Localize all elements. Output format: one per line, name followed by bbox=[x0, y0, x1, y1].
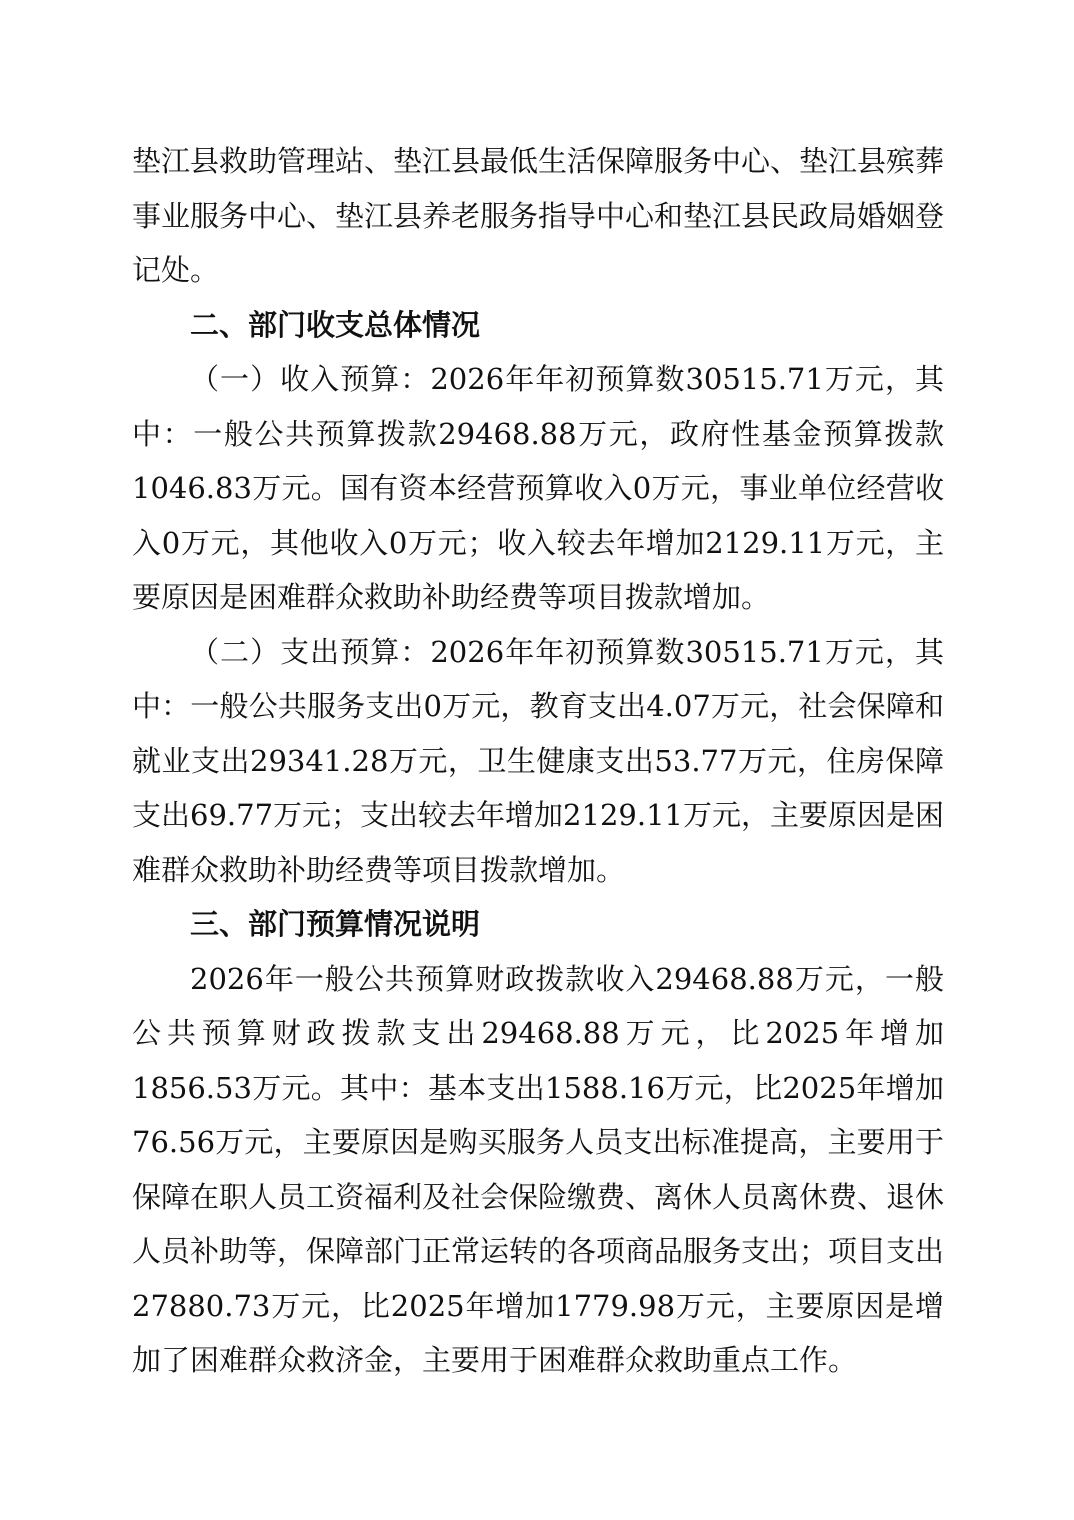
document-page bbox=[132, 134, 944, 1388]
section-heading-overall-income-expense: 二、部门收支总体情况 bbox=[190, 307, 481, 342]
paragraph-expense-budget: （二）支出预算：2026年年初预算数30515.71万元，其中：一般公共服务支出0万元，教育支出4.07万元，社会保障和就业支出29341.28万元，卫生健康支出53.77万元，住房保障支出69.77万元；支出较去年增加2129.11万元，主要原因是困难群众救助补助经费等项目拨款增加。 bbox=[132, 634, 944, 887]
paragraph-income-budget: （一）收入预算：2026年年初预算数30515.71万元，其中：一般公共预算拨款29468.88万元，政府性基金预算拨款1046.83万元。国有资本经营预算收入0万元，事业单位经营收入0万元，其他收入0万元；收入较去年增加2129.11万元，主要原因是困难群众救助补助经费等项目拨款增加。 bbox=[132, 362, 944, 614]
paragraph-budget-explanation: 2026年一般公共预算财政拨款收入29468.88万元，一般公共预算财政拨款支出29468.88万元，比2025年增加1856.53万元。其中：基本支出1588.16万元，比2025年增加76.56万元，主要原因是购买服务人员支出标准提高，主要用于保障在职人员工资福利及社会保险缴费、离休人员离休费、退休人员补助等，保障部门正常运转的各项商品服务支出；项目支出27880.73万元，比2025年增加1779.98万元，主要原因是增加了困难群众救济金，主要用于困难群众救助重点工作。 bbox=[132, 961, 945, 1377]
section-heading-budget-explanation: 三、部门预算情况说明 bbox=[190, 907, 481, 941]
paragraph-units-list: 垫江县救助管理站、垫江县最低生活保障服务中心、垫江县殡葬事业服务中心、垫江县养老服务指导中心和垫江县民政局婚姻登记处。 bbox=[132, 144, 945, 287]
